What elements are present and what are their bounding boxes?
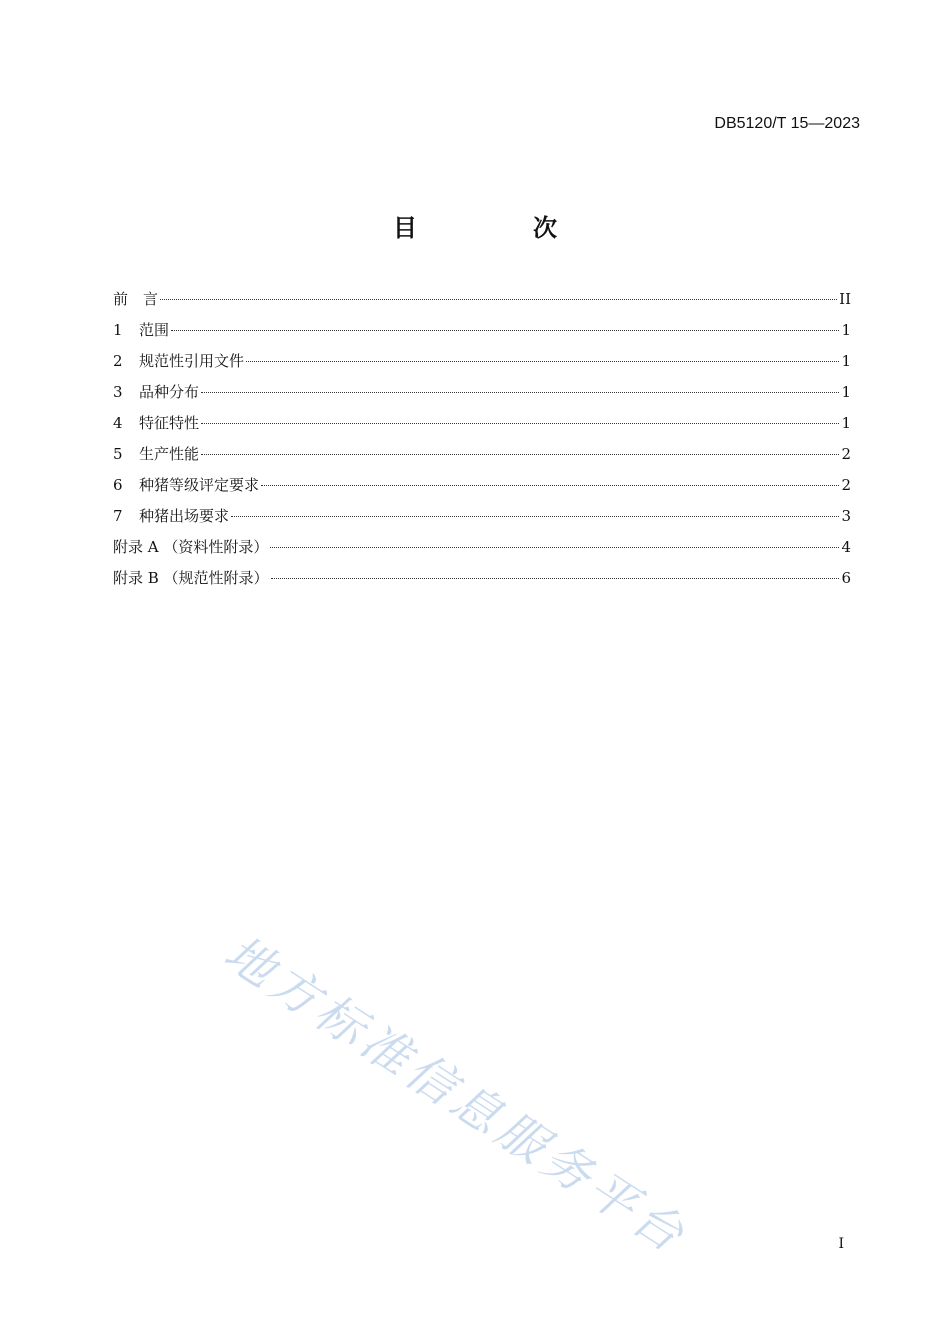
toc-title: 目 次 (393, 214, 603, 242)
toc-leader (246, 361, 839, 362)
toc-list (113, 286, 851, 596)
toc-entry-label: 品种分布 (139, 383, 200, 401)
toc-entry-page: 1 (841, 383, 851, 401)
toc-entry-label: 种猪出场要求 (139, 507, 230, 525)
toc-entry-page: 2 (841, 476, 851, 494)
toc-entry-number: 4 (113, 414, 123, 432)
toc-entry-page: 3 (841, 507, 851, 525)
toc-entry-page: II (839, 290, 851, 308)
toc-entry-page: 1 (841, 414, 851, 432)
toc-entry-label: 种猪等级评定要求 (139, 476, 260, 494)
toc-entry-label: 特征特性 (139, 414, 200, 432)
toc-entry-number: 2 (113, 352, 123, 370)
toc-entry-number: 6 (113, 476, 123, 494)
toc-entry-1[interactable] (113, 317, 851, 348)
toc-leader (201, 454, 839, 455)
toc-leader (261, 485, 839, 486)
toc-entry-page: 1 (841, 321, 851, 339)
toc-entry-2[interactable] (113, 348, 851, 379)
toc-entry-label: 前 言 (113, 290, 159, 308)
toc-entry-preface[interactable] (113, 286, 851, 317)
toc-entry-6[interactable] (113, 472, 851, 503)
toc-entry-label: 生产性能 (139, 445, 200, 463)
toc-leader (231, 516, 839, 517)
toc-entry-page: 1 (841, 352, 851, 370)
toc-entry-appendix-b[interactable] (113, 565, 851, 596)
document-code: DB5120/T 15—2023 (714, 115, 860, 132)
toc-leader (271, 578, 840, 579)
toc-leader (160, 299, 837, 300)
toc-entry-4[interactable] (113, 410, 851, 441)
toc-entry-number: 1 (113, 321, 123, 339)
toc-entry-page: 2 (841, 445, 851, 463)
toc-entry-label: 附录 A （资料性附录） (113, 538, 269, 556)
toc-entry-number: 5 (113, 445, 123, 463)
toc-entry-number: 3 (113, 383, 123, 401)
toc-entry-5[interactable] (113, 441, 851, 472)
toc-entry-7[interactable] (113, 503, 851, 534)
watermark: 地方标准信息服务平台 (214, 924, 698, 1266)
toc-entry-label: 附录 B （规范性附录） (113, 569, 269, 587)
toc-entry-page: 6 (841, 569, 851, 587)
toc-leader (201, 392, 839, 393)
toc-leader (270, 547, 839, 548)
toc-entry-label: 规范性引用文件 (139, 352, 245, 370)
page-number: I (838, 1236, 844, 1252)
toc-entry-number: 7 (113, 507, 123, 525)
toc-entry-3[interactable] (113, 379, 851, 410)
toc-leader (171, 330, 839, 331)
toc-entry-page: 4 (841, 538, 851, 556)
toc-entry-appendix-a[interactable] (113, 534, 851, 565)
toc-entry-label: 范围 (139, 321, 170, 339)
toc-leader (201, 423, 839, 424)
